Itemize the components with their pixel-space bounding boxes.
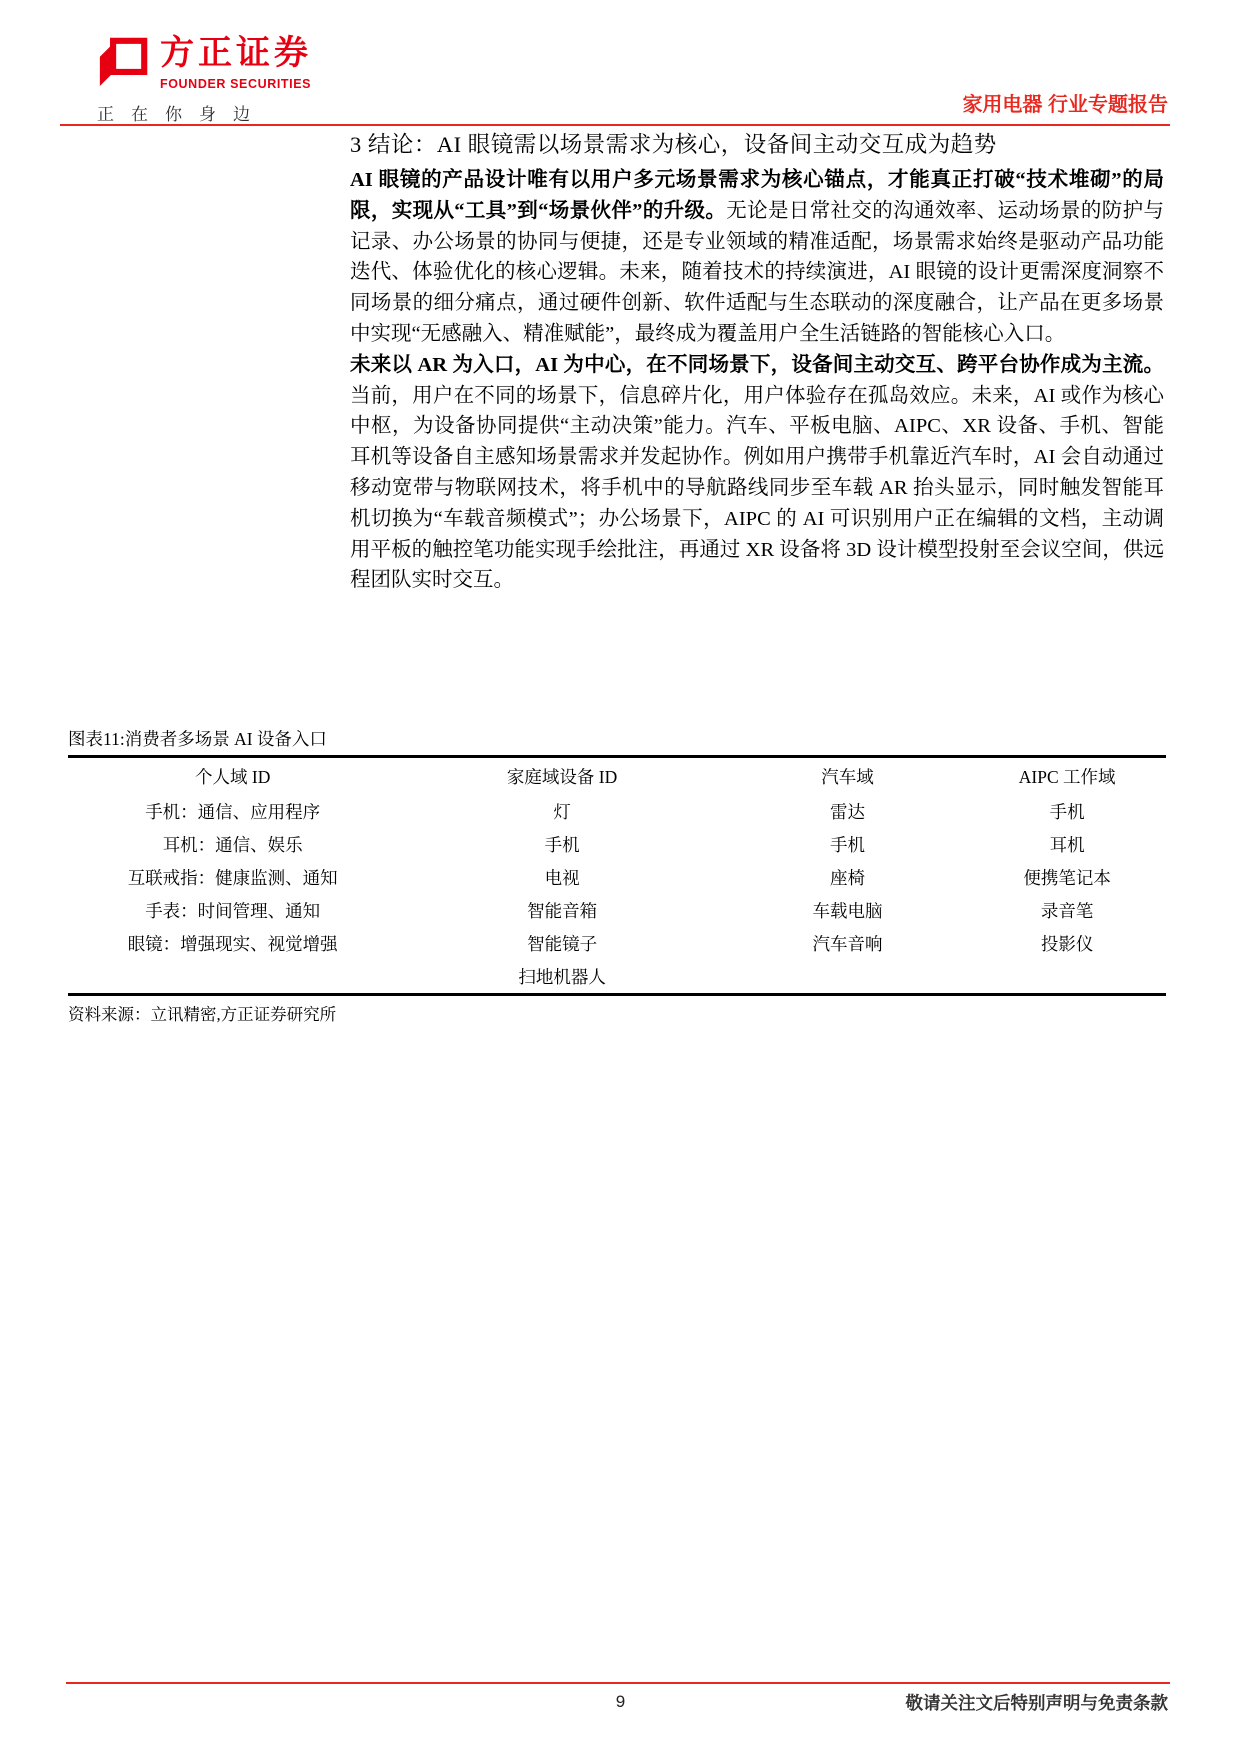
table-header-row (68, 757, 1166, 796)
column-header-home: 家庭域设备 ID (506, 767, 618, 787)
report-category-label: 家用电器 行业专题报告 (962, 94, 1168, 116)
paragraph-2 (350, 350, 1164, 596)
table-row (68, 828, 1166, 861)
table-row (68, 960, 1166, 995)
table-cell (68, 960, 397, 995)
table-cell: 手机 (544, 835, 580, 855)
table-cell (727, 960, 969, 995)
table-cell: 座椅 (830, 868, 866, 888)
footer-divider (66, 1682, 1170, 1684)
table-row (68, 861, 1166, 894)
table-cell: 便携笔记本 (1023, 868, 1111, 888)
table-cell: 智能镜子 (527, 934, 598, 954)
table-cell: 手表：时间管理、通知 (145, 901, 321, 921)
brand-logo (98, 36, 312, 91)
table-cell: 互联戒指：健康监测、通知 (127, 868, 338, 888)
table-cell: 电视 (544, 868, 580, 888)
column-header-car: 汽车域 (821, 767, 874, 787)
table-cell: 手机 (1049, 802, 1085, 822)
table-row (68, 795, 1166, 828)
paragraph-2-bold-lead: 未来以 AR 为入口，AI 为中心，在不同场景下，设备间主动交互、跨平台协作成为主流。 (350, 353, 1164, 376)
paragraph-1-regular: 无论是日常社交的沟通效率、运动场景的防护与记录、办公场景的协同与便捷，还是专业领域的精准适配，场景需求始终是驱动产品功能迭代、体验优化的核心逻辑。未来，随着技术的持续演进，AI 眼镜的设计更需深度洞察不同场景的细分痛点，通过硬件创新、软件适配与生态联动的深度融合，让产品在更多场景中实现“无感融入、精准赋能”，最终成为覆盖用户全生活链路的智能核心入口。 (350, 199, 1164, 345)
body-text-column (350, 165, 1164, 596)
table-cell: 汽车音响 (812, 934, 883, 954)
paragraph-1-bold-lead: AI 眼镜的产品设计唯有以用户多元场景需求为核心锚点，才能真正打破“技术堆砌”的局限，实现从“工具”到“场景伙伴”的升级。 (350, 169, 1164, 222)
paragraph-2-regular: 当前，用户在不同的场景下，信息碎片化，用户体验存在孤岛效应。未来，AI 或作为核心中枢，为设备协同提供“主动决策”能力。汽车、平板电脑、AIPC、XR 设备、手机、智能耳机等设备自主感知场景需求并发起协作。例如用户携带手机靠近汽车时，AI 会自动通过移动宽带与物联网技术，将手机中的导航路线同步至车载 AR 抬头显示，同时触发智能耳机切换为“车载音频模式”；办公场景下，AIPC 的 AI 可识别用户正在编辑的文档，主动调用平板的触控笔功能实现手绘批注，再通过 XR 设备将 3D 设计模型投射至会议空间，供远程团队实时交互。 (350, 384, 1164, 592)
table-cell: 投影仪 (1040, 934, 1094, 954)
table-cell: 手机：通信、应用程序 (145, 802, 321, 822)
table-cell: 智能音箱 (527, 901, 598, 921)
paragraph-1 (350, 165, 1164, 350)
column-header-aipc: AIPC 工作域 (1018, 767, 1116, 787)
table-cell: 耳机：通信、娱乐 (162, 835, 303, 855)
section-heading: 3 结论：AI 眼镜需以场景需求为核心，设备间主动交互成为趋势 (350, 132, 997, 157)
table-cell: 耳机 (1049, 835, 1085, 855)
brand-slogan: 正在你身边 (97, 105, 267, 124)
table-cell: 灯 (553, 802, 571, 822)
page-number: 9 (615, 1692, 626, 1711)
column-header-personal: 个人域 ID (195, 767, 271, 787)
table-row (68, 927, 1166, 960)
founder-cube-icon (98, 36, 148, 88)
figure-source: 资料来源：立讯精密,方正证券研究所 (68, 1005, 337, 1024)
device-entry-table (68, 755, 1166, 996)
table-cell: 扫地机器人 (518, 967, 606, 987)
header-divider (60, 124, 1170, 126)
table-cell (968, 960, 1166, 995)
figure-title: 图表11:消费者多场景 AI 设备入口 (68, 729, 327, 749)
table-cell: 车载电脑 (812, 901, 883, 921)
table-cell: 手机 (830, 835, 866, 855)
table-row (68, 894, 1166, 927)
table-cell: 眼镜：增强现实、视觉增强 (127, 934, 338, 954)
brand-name-cn: 方正证券 (160, 34, 312, 72)
footer-disclaimer: 敬请关注文后特别声明与免责条款 (905, 1693, 1168, 1713)
brand-text-block (160, 36, 312, 91)
brand-name-en: FOUNDER SECURITIES (160, 77, 312, 91)
table-cell: 雷达 (830, 802, 866, 822)
table-cell: 录音笔 (1040, 901, 1094, 921)
